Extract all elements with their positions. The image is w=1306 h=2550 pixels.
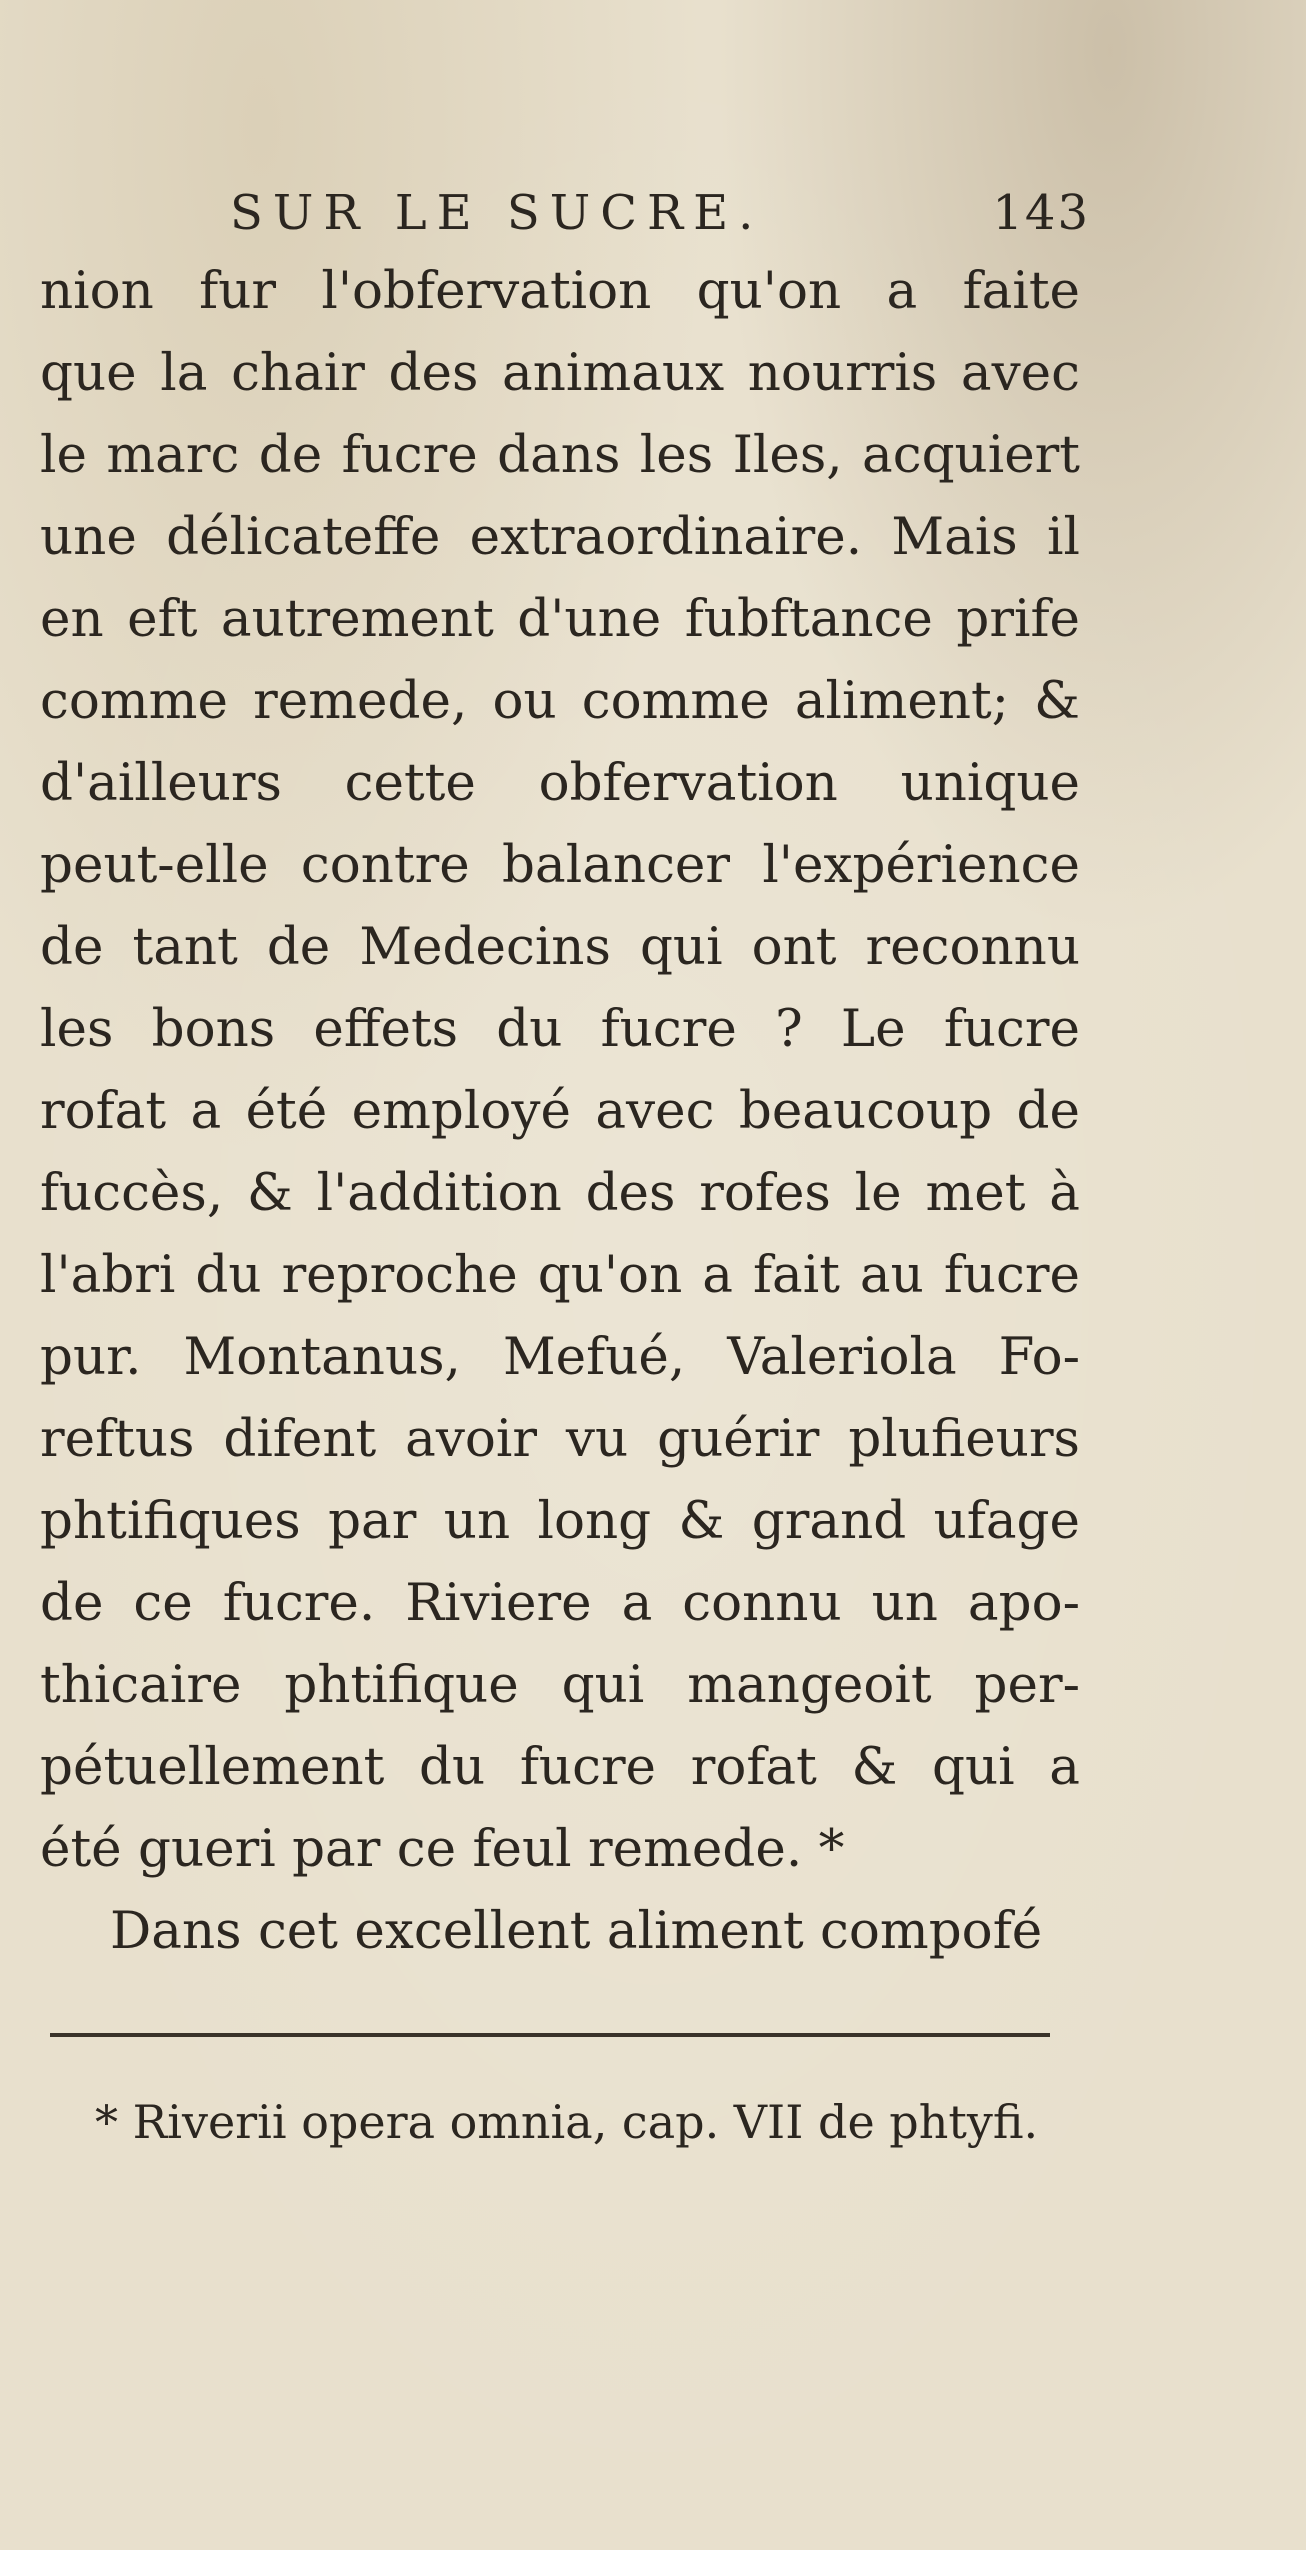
text-line: les bons effets du fucre ? Le fucre bbox=[40, 999, 1080, 1059]
body-text bbox=[40, 250, 1080, 1972]
page-number: 143 bbox=[992, 185, 1090, 241]
text-line: que la chair des animaux nourris avec bbox=[40, 343, 1080, 403]
running-head-title: SUR LE SUCRE. bbox=[230, 185, 764, 241]
text-line: comme remede, ou comme aliment; & bbox=[40, 671, 1080, 731]
footnote: * Riverii opera omnia, cap. VII de phtyfi. bbox=[95, 2095, 1039, 2149]
text-line: phtifiques par un long & grand ufage bbox=[40, 1491, 1080, 1551]
text-line: de ce fucre. Riviere a connu un apo- bbox=[40, 1573, 1080, 1633]
footnote-rule bbox=[50, 2033, 1050, 2037]
text-line: l'abri du reproche qu'on a fait au fucre bbox=[40, 1245, 1080, 1305]
text-line: nion fur l'obfervation qu'on a faite bbox=[40, 261, 1080, 321]
text-line: pétuellement du fucre rofat & qui a bbox=[40, 1737, 1080, 1797]
text-line: le marc de fucre dans les Iles, acquiert bbox=[40, 425, 1080, 485]
text-line: de tant de Medecins qui ont reconnu bbox=[40, 917, 1080, 977]
text-line: peut-elle contre balancer l'expérience bbox=[40, 835, 1080, 895]
text-line: reftus difent avoir vu guérir plufieurs bbox=[40, 1409, 1080, 1469]
paragraph-start-line: Dans cet excellent aliment compofé bbox=[110, 1901, 1043, 1961]
text-line: rofat a été employé avec beaucoup de bbox=[40, 1081, 1080, 1141]
running-head bbox=[230, 185, 1090, 255]
text-line: une délicateffe extraordinaire. Mais il bbox=[40, 507, 1080, 567]
text-line: en eft autrement d'une fubftance prife bbox=[40, 589, 1080, 649]
text-line: été gueri par ce feul remede. * bbox=[40, 1819, 845, 1879]
text-line: pur. Montanus, Mefué, Valeriola Fo- bbox=[40, 1327, 1080, 1387]
text-line: thicaire phtifique qui mangeoit per- bbox=[40, 1655, 1080, 1715]
text-line: fuccès, & l'addition des rofes le met à bbox=[40, 1163, 1080, 1223]
text-line: d'ailleurs cette obfervation unique bbox=[40, 753, 1080, 813]
